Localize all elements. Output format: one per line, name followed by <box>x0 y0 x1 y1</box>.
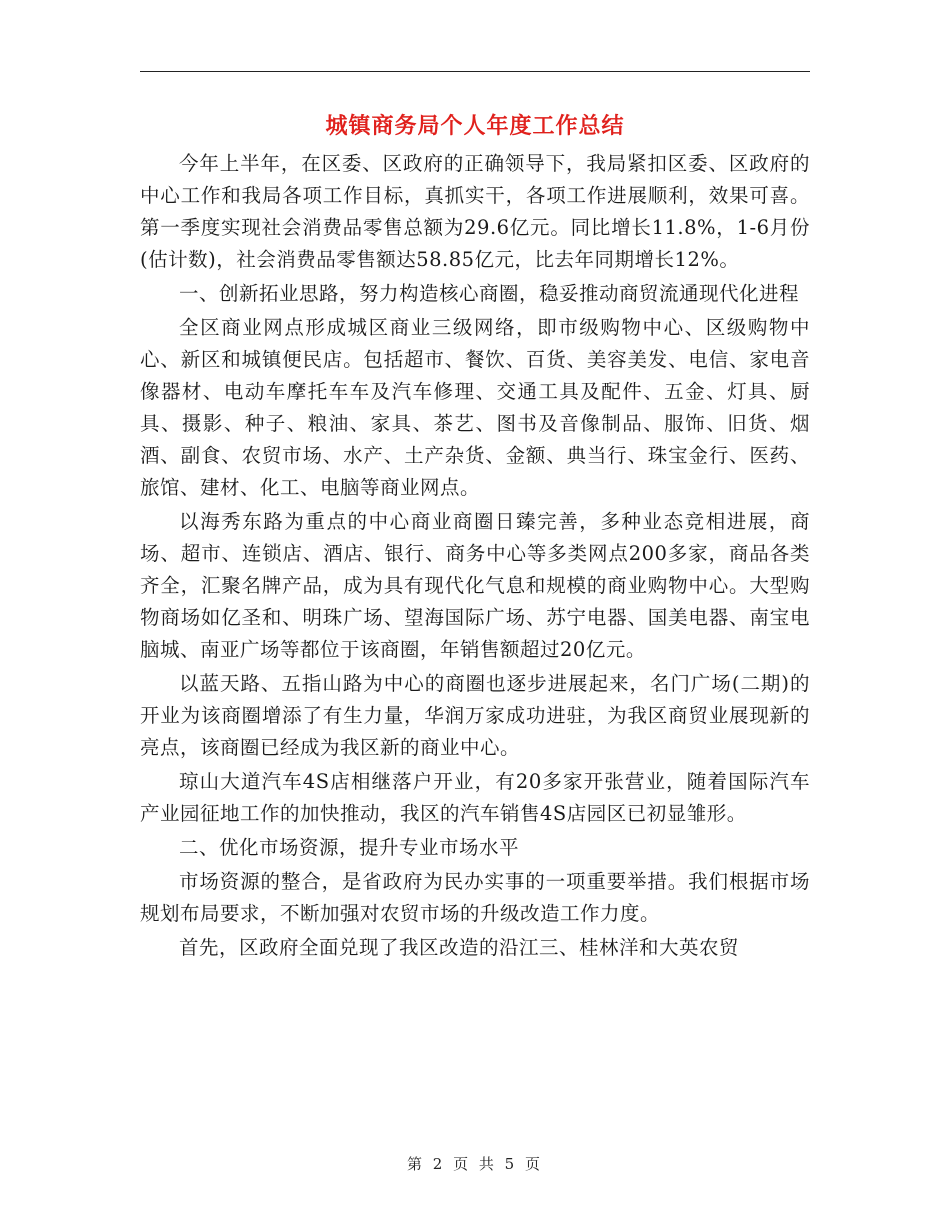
paragraph-first-measure: 首先，区政府全面兑现了我区改造的沿江三、桂林洋和大英农贸 <box>179 936 740 959</box>
paragraph-4s-stores: 琼山大道汽车4S店相继落户开业，有20多家开张营业，随着国际汽车产业园征地工作的加快推动，我区的汽车销售4S店园区已初显雏形。 <box>140 770 810 825</box>
page-number: 第 2 页 共 5 页 <box>407 1155 543 1173</box>
section-heading-1: 一、创新拓业思路，努力构造核心商圈，稳妥推动商贸流通现代化进程 <box>179 282 800 305</box>
paragraph-lantian-commercial-circle: 以蓝天路、五指山路为中心的商圈也逐步进展起来，名门广场(二期)的开业为该商圈增添了有生力量，华润万家成功进驻，为我区商贸业展现新的亮点，该商圈已经成为我区新的商业中心。 <box>140 672 810 759</box>
section-heading-2: 二、优化市场资源，提升专业市场水平 <box>179 836 520 859</box>
paragraph-intro: 今年上半年，在区委、区政府的正确领导下，我局紧扣区委、区政府的中心工作和我局各项工作目标，真抓实干，各项工作进展顺利，效果可喜。第一季度实现社会消费品零售总额为29.6亿元。同比增长11.8%，1-6月份(估计数)，社会消费品零售额达58.85亿元，比去年同期增长12%。 <box>140 152 810 271</box>
header-rule <box>140 71 810 72</box>
document-title: 城镇商务局个人年度工作总结 <box>325 113 625 139</box>
document-body <box>140 148 810 966</box>
paragraph-market-resources: 市场资源的整合，是省政府为民办实事的一项重要举措。我们根据市场规划布局要求，不断加强对农贸市场的升级改造工作力度。 <box>140 870 810 925</box>
paragraph-network: 全区商业网点形成城区商业三级网络，即市级购物中心、区级购物中心、新区和城镇便民店。包括超市、餐饮、百货、美容美发、电信、家电音像器材、电动车摩托车车及汽车修理、交通工具及配件、五金、灯具、厨具、摄影、种子、粮油、家具、茶艺、图书及音像制品、服饰、旧货、烟酒、副食、农贸市场、水产、土产杂货、金额、典当行、珠宝金行、医药、旅馆、建材、化工、电脑等商业网点。 <box>140 316 810 499</box>
paragraph-haixiu-commercial-circle: 以海秀东路为重点的中心商业商圈日臻完善，多种业态竞相进展，商场、超市、连锁店、酒店、银行、商务中心等多类网点200多家，商品各类齐全，汇聚名牌产品，成为具有现代化气息和规模的商业购物中心。大型购物商场如亿圣和、明珠广场、望海国际广场、苏宁电器、国美电器、南宝电脑城、南亚广场等都位于该商圈，年销售额超过20亿元。 <box>140 510 810 661</box>
